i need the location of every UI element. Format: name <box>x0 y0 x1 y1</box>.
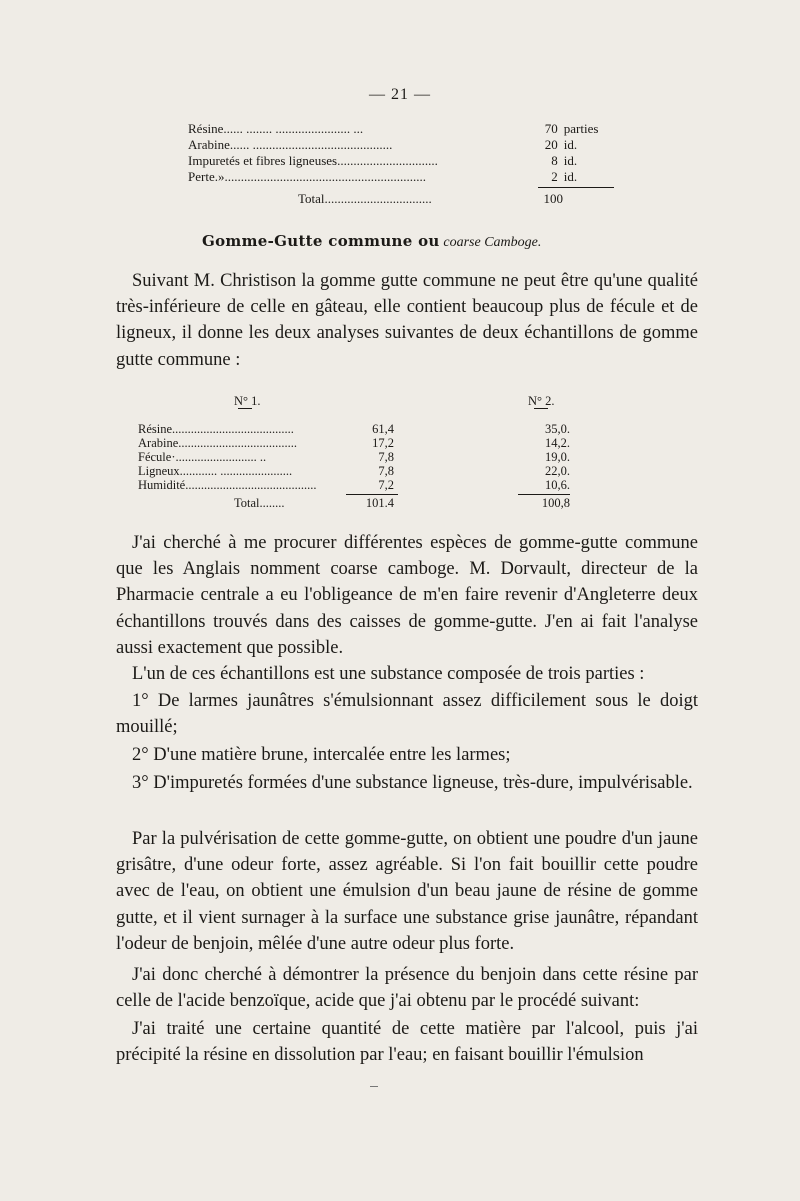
row-label: Résine....................................... <box>138 422 294 436</box>
paragraph: L'un de ces échantillons est une substance composée de trois parties : <box>132 664 645 684</box>
total-rule <box>538 187 614 188</box>
header-dash <box>534 408 548 409</box>
row-value: 20 <box>544 137 558 152</box>
section-heading <box>202 232 541 251</box>
table-row <box>138 422 570 436</box>
page-number: — 21 — <box>369 86 431 103</box>
total-no2: 100,8 <box>541 496 570 510</box>
row-value: 2 <box>551 169 558 184</box>
value-no1: 7,8 <box>378 450 394 464</box>
analyses-rows <box>138 422 570 492</box>
value-no2: 35,0. <box>545 422 570 436</box>
value-no1: 61,4 <box>372 422 394 436</box>
row-unit: parties <box>563 121 599 136</box>
row-label: Arabine...................................... <box>138 436 298 450</box>
value-no1: 7,2 <box>378 478 394 492</box>
list-item: 1° De larmes jaunâtres s'émulsionnant assez difficilement sous le doigt mouillé; <box>116 691 698 738</box>
table-row <box>188 153 618 169</box>
total-label: Total................................. <box>298 191 432 206</box>
list-item: 3° D'impuretés formées d'une substance ligneuse, très-dure, impulvérisable. <box>132 773 693 793</box>
heading-bold: Gomme-Gutte commune ou <box>202 232 440 250</box>
value-no1: 17,2 <box>372 436 394 450</box>
table-row <box>188 169 618 185</box>
total-row <box>298 191 563 207</box>
row-value: 8 <box>551 153 558 168</box>
value-no1: 7,8 <box>378 464 394 478</box>
paragraph: Suivant M. Christison la gomme gutte commune ne peut être qu'une qualité très-inférieure de celle en gâteau, elle contient beaucoup plus de fécule et de ligneux, il donne les deux analyses suivantes de deux échantillons de gomme gutte commune : <box>116 271 698 370</box>
col2-header: N° 2. <box>528 394 555 408</box>
row-label: Impuretés et fibres ligneuses............................... <box>188 153 438 168</box>
paragraph: J'ai traité une certaine quantité de cette matière par l'alcool, puis j'ai précipité la résine en dissolution par l'eau; en faisant bouillir l'émulsion <box>116 1019 698 1066</box>
table-row <box>188 137 618 153</box>
total-rule <box>346 494 398 495</box>
row-unit: id. <box>563 169 578 184</box>
value-no2: 14,2. <box>545 436 570 450</box>
paragraph: Par la pulvérisation de cette gomme-gutte, on obtient une poudre d'un jaune grisâtre, d'une odeur forte, assez agréable. Si l'on fait bouillir cette poudre avec de l'eau, on obtient une émulsion d'un beau jaune de résine de gomme gutte, et il vient surnager à la surface une substance grise jaunâtre, répandant l'odeur de benjoin, mêlée d'une autre odeur plus forte. <box>116 829 698 954</box>
row-label: Perte.».............................................................. <box>188 169 426 184</box>
row-value: 70 <box>544 121 558 136</box>
row-label: Fécule·.......................... .. <box>138 450 267 464</box>
list-item: 2° D'une matière brune, intercalée entre les larmes; <box>132 745 511 765</box>
paragraph: J'ai cherché à me procurer différentes espèces de gomme-gutte commune que les Anglais nomment coarse camboge. M. Dorvault, directeur de la Pharmacie centrale a eu l'obligeance de m'en faire revenir d'Angleterre deux échantillons trouvés dans des caisses de gomme-gutte. J'en ai fait l'analyse aussi exactement que possible. <box>116 533 698 658</box>
value-no2: 10,6. <box>545 478 570 492</box>
printer-mark <box>370 1086 378 1087</box>
value-no2: 22,0. <box>545 464 570 478</box>
total-row <box>138 496 570 511</box>
total-no1: 101.4 <box>365 496 394 510</box>
value-no2: 19,0. <box>545 450 570 464</box>
heading-italic: coarse Camboge. <box>443 235 542 250</box>
table-row <box>188 121 618 137</box>
paragraph: J'ai donc cherché à démontrer la présence du benjoin dans cette résine par celle de l'acide benzoïque, acide que j'ai obtenu par le procédé suivant: <box>116 965 698 1012</box>
table-row <box>138 478 570 492</box>
row-label: Humidité.......................................... <box>138 478 317 492</box>
total-value: 100 <box>543 191 563 206</box>
row-label: Arabine...... ........................................... <box>188 137 393 152</box>
header-dash <box>238 408 252 409</box>
composition-table <box>188 121 618 206</box>
total-rule <box>518 494 570 495</box>
col1-header: N° 1. <box>234 394 261 408</box>
table-row <box>138 464 570 478</box>
row-unit: id. <box>563 137 578 152</box>
total-label: Total........ <box>234 496 285 510</box>
row-label: Ligneux............ ....................... <box>138 464 293 478</box>
row-label: Résine...... ........ ....................... ... <box>188 121 364 136</box>
table-row <box>138 436 570 450</box>
row-unit: id. <box>563 153 578 168</box>
table-row <box>138 450 570 464</box>
